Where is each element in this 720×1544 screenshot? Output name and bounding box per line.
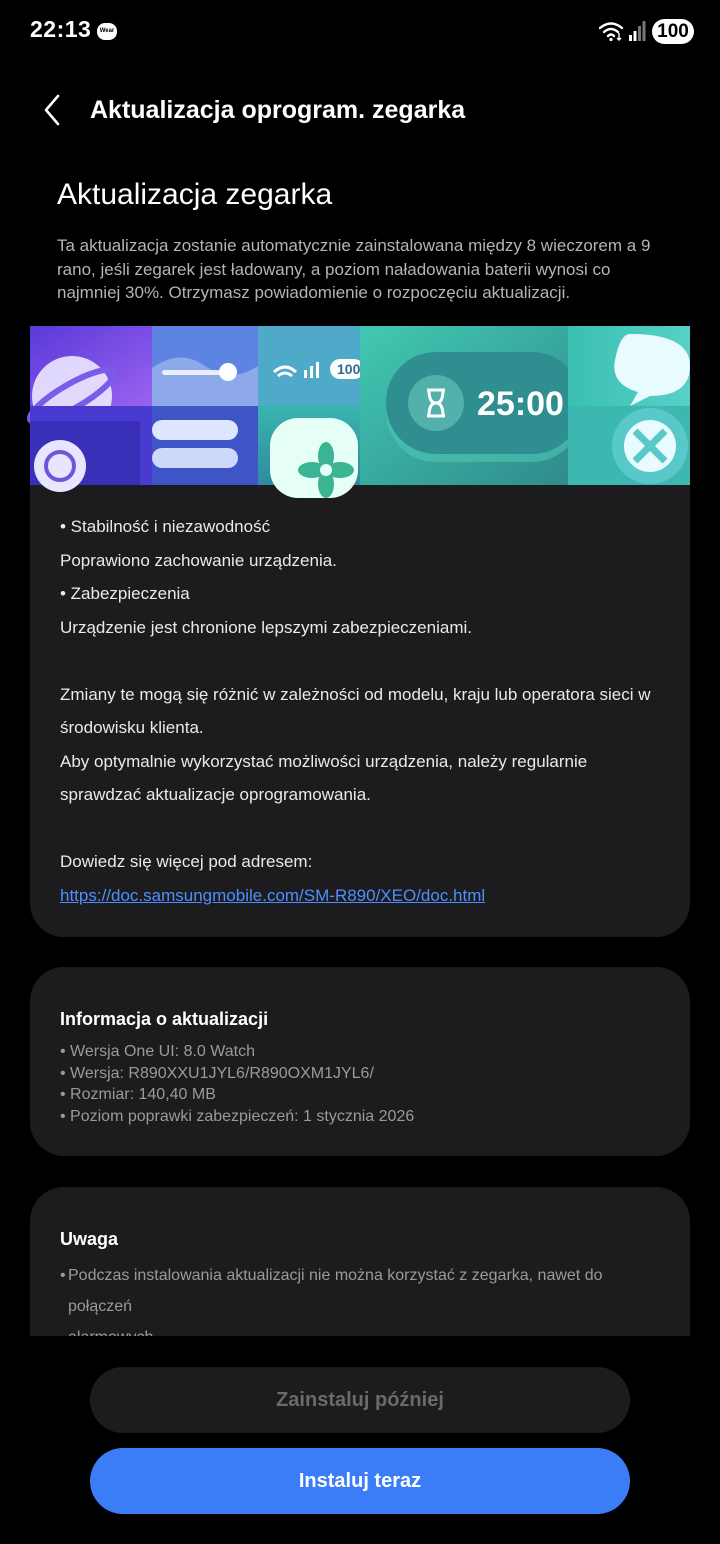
release-notes-link[interactable]: https://doc.samsungmobile.com/SM-R890/XEO/doc.html (60, 885, 486, 905)
intro-text: Ta aktualizacja zostanie automatycznie zainstalowana między 8 wieczorem a 9 rano, jeśli zegarek jest ładowany, a poziom naładowania baterii wynosi co najmniej 30%. Otrzymasz powiadomienie o rozpoczęciu aktualizacji. (57, 236, 651, 302)
status-bar (0, 0, 720, 62)
install-later-button[interactable]: Zainstaluj później (90, 1367, 630, 1433)
update-info-list (60, 1041, 414, 1127)
update-info-card (30, 967, 690, 1156)
bullet: • (60, 1267, 66, 1284)
back-button[interactable] (36, 92, 72, 128)
notes-stability-title: • Stabilność i niezawodność (60, 517, 271, 536)
notes-disclaimer-line2: środowisku klienta. (60, 718, 204, 737)
chevron-left-icon (46, 96, 58, 124)
page-title: Aktualizacja oprogram. zegarka (90, 96, 466, 124)
battery-indicator: 100 (652, 19, 694, 44)
wifi-icon (598, 20, 624, 42)
list-item: • Wersja: R890XXU1JYL6/R890OXM1JYL6/ (60, 1064, 374, 1082)
notes-disclaimer-line1: Zmiany te mogą się różnić w zależności od modelu, kraju lub operatora sieci w (60, 684, 651, 704)
notes-stability-text: Poprawiono zachowanie urządzenia. (60, 550, 337, 570)
section-title: Aktualizacja zegarka (57, 178, 333, 211)
list-item: • Rozmiar: 140,40 MB (60, 1086, 216, 1103)
install-now-button[interactable]: Instaluj teraz (90, 1448, 630, 1514)
list-item: • Wersja One UI: 8.0 Watch (60, 1043, 255, 1060)
warning-title: Uwaga (60, 1229, 119, 1249)
wear-badge-icon: Wear (97, 23, 117, 40)
notes-security-title: • Zabezpieczenia (60, 584, 190, 603)
svg-text:100: 100 (337, 361, 361, 377)
notes-advice-line1: Aby optymalnie wykorzystać możliwości urządzenia, należy regularnie (60, 751, 588, 771)
notes-security-text: Urządzenie jest chronione lepszymi zabezpieczeniami. (60, 617, 472, 637)
release-notes-card (30, 326, 690, 937)
notes-learn-more: Dowiedz się więcej pod adresem: (60, 852, 313, 871)
status-time: 22:13 (30, 16, 92, 42)
feature-banner-image (30, 326, 690, 485)
signal-icon (628, 20, 646, 42)
notes-advice-line2: sprawdzać aktualizacje oprogramowania. (60, 785, 371, 804)
warning-item1-line1: Podczas instalowania aktualizacji nie można korzystać z zegarka, nawet do połączeń (68, 1267, 603, 1315)
list-item: • Poziom poprawki zabezpieczeń: 1 stycznia 2026 (60, 1107, 415, 1125)
update-info-title: Informacja o aktualizacji (60, 1009, 269, 1029)
svg-text:25:00: 25:00 (477, 385, 564, 423)
release-notes (60, 510, 670, 912)
warning-card (30, 1187, 690, 1336)
app-header (0, 80, 720, 142)
